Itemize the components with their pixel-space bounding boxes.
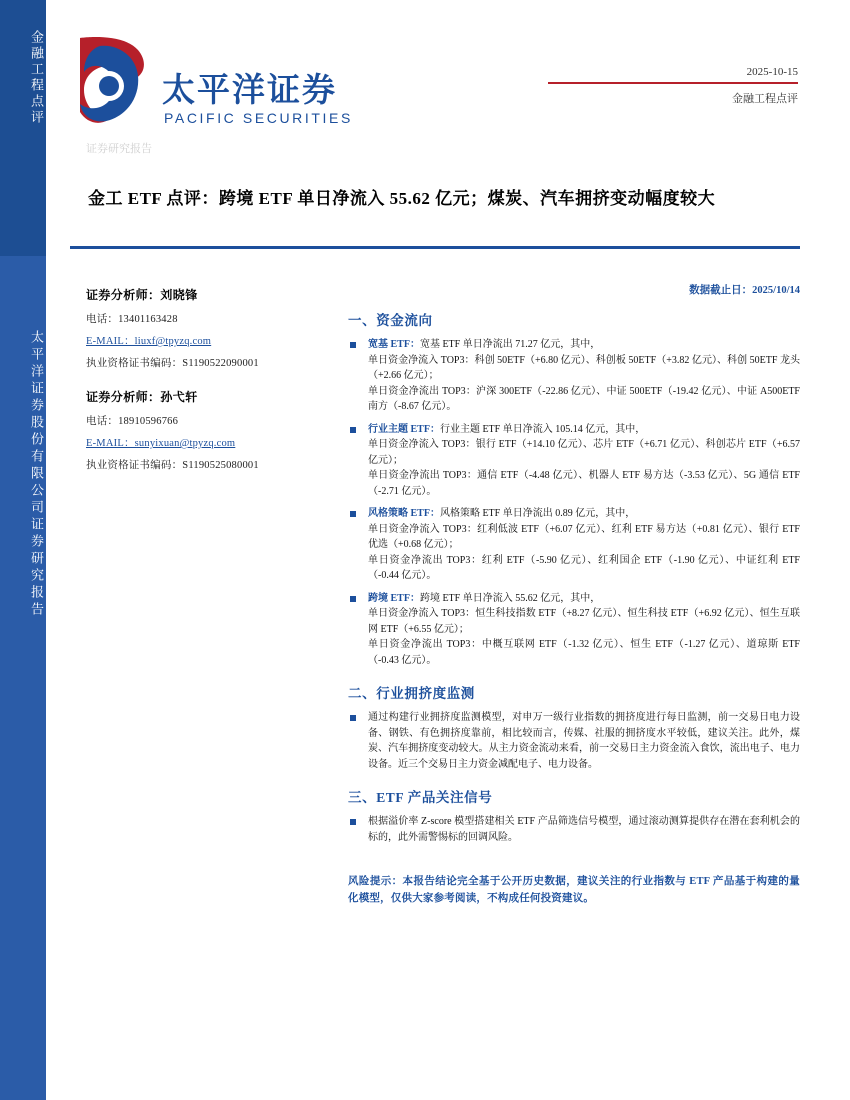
risk-disclaimer: 风险提示：本报告结论完全基于公开历史数据，建议关注的行业指数与 ETF 产品基于构建的量化模型，仅供大家参考阅读，不构成任何投资建议。 (348, 876, 800, 904)
bullet-line: 跨境 ETF 单日净流入 55.62 亿元，其中， (419, 592, 601, 604)
title-divider (70, 246, 800, 249)
bullet-line: 单日资金净流入 TOP3：红利低波 ETF（+6.07 亿元）、红利 ETF 易方达（+0.81 亿元）、银行 ETF 优选（+0.68 亿元）； (368, 523, 800, 550)
analyst-name: 证券分析师：刘晓锋 (86, 288, 198, 302)
analyst-phone: 电话：13401163428 (86, 314, 178, 325)
bullet-line: 风格策略 ETF 单日净流出 0.89 亿元，其中， (439, 508, 636, 519)
header-meta (548, 66, 798, 106)
logo-text-cn: 太平洋证券 (162, 73, 337, 109)
section-2-list (348, 710, 800, 772)
list-item (348, 422, 800, 500)
list-item (348, 591, 800, 669)
list-item (348, 814, 800, 845)
analyst-cert: 执业资格证书编码：S1190525080001 (86, 460, 259, 471)
data-cutoff-label: 数据截止日：2025/10/14 (689, 285, 800, 296)
section-1-list (348, 337, 800, 668)
analyst-email-text: E-MAIL：sunyixuan@tpyzq.com (86, 438, 236, 449)
bullet-line: 单日资金净流出 TOP3：红利 ETF（-5.90 亿元）、红利国企 ETF（-1.90 亿元）、中证红利 ETF（-0.44 亿元）。 (368, 554, 800, 581)
list-item (348, 506, 800, 584)
bullet-line: 单日资金净流出 TOP3：通信 ETF（-4.48 亿元）、机器人 ETF 易方达（-3.53 亿元）、5G 通信 ETF（-2.71 亿元）。 (368, 470, 800, 497)
company-logo (78, 30, 378, 140)
bullet-line: 通过构建行业拥挤度监测模型，对申万一级行业指数的拥挤度进行每日监测，前一交易日电力设备、钢铁、有色拥挤度靠前，相比较而言，传媒、社服的拥挤度水平较低，建议关注。此外，煤炭、汽车拥挤度变动较大。从主力资金流动来看，前一交易日主力资金流入食饮，流出电子、电力设备。近三个交易日主力资金减配电子、电力设备。 (368, 712, 800, 770)
bullet-title: 行业主题 ETF： (368, 423, 440, 435)
bullet-line: 单日资金净流入 TOP3：银行 ETF（+14.10 亿元）、芯片 ETF（+6.71 亿元）、科创芯片 ETF（+6.57 亿元）； (368, 439, 800, 466)
analyst-email[interactable] (86, 333, 316, 348)
section-heading-3: 三、ETF 产品关注信号 (348, 790, 493, 805)
watermark-text: 证券研究报告 (86, 143, 152, 155)
section-heading-2: 二、行业拥挤度监测 (348, 686, 475, 701)
analyst-info-column (86, 286, 316, 490)
sidebar-label-top: 金融工程点评 (29, 30, 44, 126)
sidebar (0, 0, 46, 1100)
bullet-title: 风格策略 ETF： (368, 508, 440, 519)
bullet-line: 单日资金净流出 TOP3：中概互联网 ETF（-1.32 亿元）、恒生 ETF（-1.27 亿元）、道琼斯 ETF（-0.43 亿元）。 (368, 639, 800, 666)
analyst-name: 证券分析师：孙弋轩 (86, 390, 198, 404)
analyst-email[interactable] (86, 435, 316, 450)
bullet-title: 宽基 ETF： (368, 339, 420, 350)
bullet-title: 跨境 ETF： (368, 592, 420, 604)
logo-mark-icon (78, 30, 156, 140)
analyst-cert: 执业资格证书编码：S1190522090001 (86, 358, 259, 369)
analyst-block (86, 388, 316, 472)
section-3-list (348, 814, 800, 845)
list-item (348, 337, 800, 415)
page-title: 金工 ETF 点评：跨境 ETF 单日净流入 55.62 亿元；煤炭、汽车拥挤变动幅度较大 (88, 189, 716, 208)
section-heading-1: 一、资金流向 (348, 313, 433, 328)
bullet-line: 行业主题 ETF 单日净流入 105.14 亿元，其中， (439, 423, 646, 435)
bullet-line: 单日资金净流入 TOP3：科创 50ETF（+6.80 亿元）、科创板 50ETF（+3.82 亿元）、科创 50ETF 龙头（+2.66 亿元）； (368, 354, 800, 381)
list-item (348, 710, 800, 772)
header-divider (548, 82, 798, 84)
main-content (348, 282, 800, 907)
report-category: 金融工程点评 (732, 93, 798, 105)
bullet-line: 单日资金净流出 TOP3：沪深 300ETF（-22.86 亿元）、中证 500ETF（-19.42 亿元）、中证 A500ETF 南方（-8.67 亿元）。 (368, 385, 800, 412)
bullet-line: 根据溢价率 Z-score 模型搭建相关 ETF 产品筛选信号模型，通过滚动测算提供存在潜在套利机会的标的，此外需警惕标的回调风险。 (368, 816, 800, 843)
bullet-line: 单日资金净流入 TOP3：恒生科技指数 ETF（+8.27 亿元）、恒生科技 ETF（+6.92 亿元）、恒生互联网 ETF（+6.55 亿元）； (368, 608, 800, 635)
bullet-line: 宽基 ETF 单日净流出 71.27 亿元，其中， (419, 339, 601, 350)
logo-text-en: PACIFIC SECURITIES (164, 110, 353, 126)
analyst-email-text: E-MAIL：liuxf@tpyzq.com (86, 336, 212, 347)
report-date: 2025-10-15 (746, 66, 798, 78)
analyst-phone: 电话：18910596766 (86, 416, 179, 427)
sidebar-label-bottom: 太平洋证券股份有限公司证券研究报告 (29, 330, 44, 619)
analyst-block (86, 286, 316, 370)
